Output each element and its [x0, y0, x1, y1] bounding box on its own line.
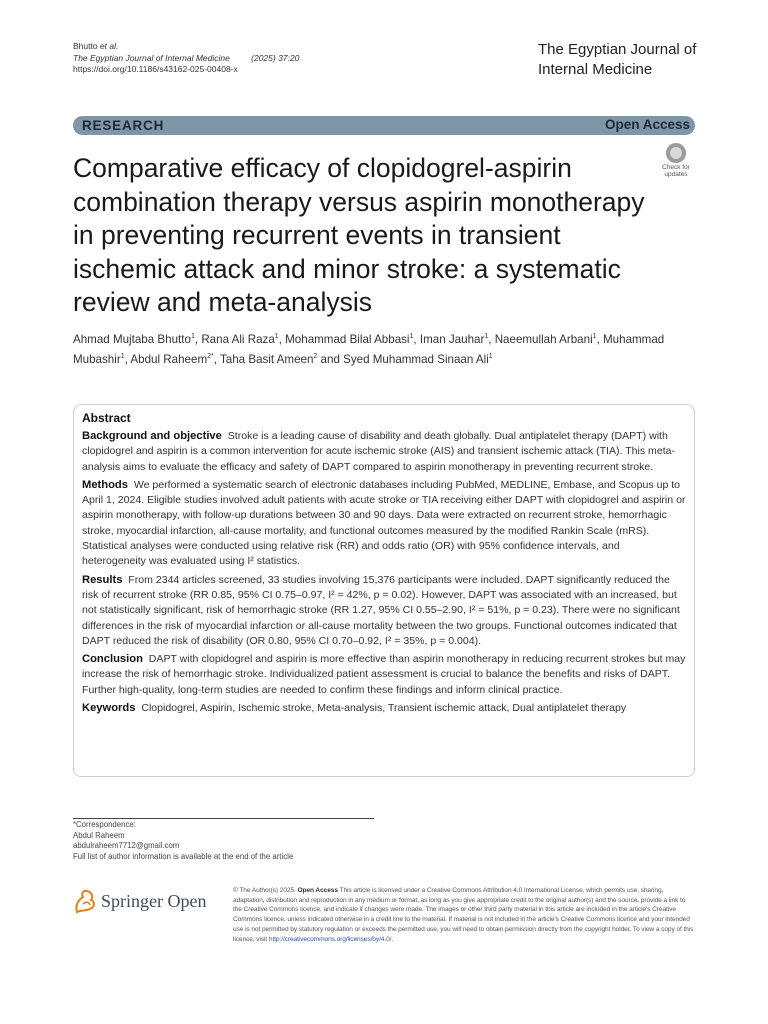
abstract-background: Background and objective Stroke is a leading cause of disability and death globally. Dual antiplatelet therapy (DAPT) with clopidogrel and aspirin is a common intervention for acute ischemic stroke (AIS) and transient ischemic attack (TIA). This meta-analysis aims to evaluate the efficacy and safety of DAPT compared to aspirin monotherapy in preventing recurrent stroke. — [82, 430, 676, 473]
springer-open-logo — [73, 886, 223, 920]
methods-label: Methods — [82, 478, 128, 491]
et-al: et al. — [99, 41, 119, 51]
journal-name: The Egyptian Journal of Internal Medicine — [538, 41, 697, 78]
affiliation-marker: 1 — [488, 352, 493, 360]
abstract-results: Results From 2344 articles screened, 33 studies involving 15,376 participants were included. DAPT significantly reduced the risk of recurrent stroke (RR 0.85, 95% CI 0.75–0.97, I² = 42%, p = 0.02). However, DAPT was associated with an increased, but not statistically significant, risk of hemorrhagic stroke (RR 1.27, 95% CI 0.55–2.90, I² = 51%, p = 0.23). There were no significant differences in the risk of myocardial infarction or all-cause mortality between the two groups. Functional outcomes indicated that DAPT reduced the risk of disability (OR 0.80, 95% CI 0.70–0.92, I² = 35%, p = 0.004). — [82, 573, 680, 647]
section-label: RESEARCH — [82, 118, 165, 133]
author-name[interactable]: Rana Ali Raza$^1$ — [201, 333, 279, 346]
author-info-note: Full list of author information is available at the end of the article — [73, 851, 294, 861]
background-label: Background and objective — [82, 430, 222, 442]
author-name[interactable]: Abdul Raheem$^{2*}$ — [130, 352, 214, 366]
footnote-divider — [73, 818, 374, 819]
affiliation-marker: 1 — [409, 333, 414, 341]
author-name[interactable]: Ahmad Mujtaba Bhutto$^1$ — [73, 333, 195, 346]
author-name[interactable]: Iman Jauhar$^1$ — [419, 333, 489, 346]
correspondence-note — [73, 820, 293, 862]
abstract-methods: Methods We performed a systematic search of electronic databases including PubMed, MEDLINE, Embase, and Scopus up to April 1, 2024. Eligible studies involved adult patients with acute stroke or TIA receiving either DAPT with clopidogrel and aspirin or aspirin monotherapy, with follow-up durations between 30 and 90 days. Data were extracted on recurrent stroke, hemorrhagic stroke, myocardial infarction, all-cause mortality, and functional outcomes measured by the modified Rankin Scale (mRS). Statistical analyses were conducted using relative risk (RR) and odds ratio (OR) with 95% confidence intervals, and heterogeneity was evaluated using I² statistics. — [82, 478, 686, 568]
abstract-keywords: Keywords Clopidogrel, Aspirin, Ischemic stroke, Meta-analysis, Transient ischemic attack, Dual antiplatelet therapy — [82, 702, 627, 715]
citation: (2025) 37:20 — [251, 52, 300, 63]
abstract-conclusion: Conclusion DAPT with clopidogrel and aspirin is more effective than aspirin monotherapy in reducing recurrent strokes but may increase the risk of hemorrhagic stroke. Individualized patient assessment is crucial to balance the benefits and risks of DAPT. Further high-quality, long-term studies are needed to confirm these findings and inform clinical practice. — [82, 653, 686, 696]
springer-wordmark: Springer Open — [101, 891, 207, 911]
author-name[interactable]: Syed Muhammad Sinaan Ali$^1$ — [343, 352, 493, 366]
citation-header — [73, 41, 299, 76]
license-link[interactable]: http://creativecommons.org/licenses/by/4.0/ — [268, 935, 392, 943]
author-short: Bhutto — [73, 41, 98, 51]
doi-link[interactable]: https://doi.org/10.1186/s43162-025-00408-x — [73, 64, 238, 74]
affiliation-marker: 2 — [313, 352, 318, 360]
conclusion-label: Conclusion — [82, 653, 143, 666]
author-list: Ahmad Mujtaba Bhutto$^1$, Rana Ali Raza$^1$, Mohammad Bilal Abbasi$^1$, Iman Jauhar$^1$, Naeemullah Arbani$^1$, Muhammad Mubashir$^1$, Abdul Raheem$^{2*}$, Taha Basit Ameen$^2$ and Syed Muhammad Sinaan Ali$^1$ — [73, 333, 665, 366]
affiliation-marker: 1 — [274, 333, 279, 341]
results-label: Results — [82, 573, 123, 586]
check-updates-icon — [666, 143, 686, 163]
open-access-label: Open Access — [604, 117, 690, 132]
author-name[interactable]: Muhammad Mubashir$^1$ — [73, 333, 665, 366]
keywords-label: Keywords — [82, 702, 136, 715]
affiliation-marker: 1 — [484, 333, 489, 341]
article-title: Comparative efficacy of clopidogrel-aspirin combination therapy versus aspirin monotherapy in preventing recurrent events in transient ischemic attack and minor stroke: a systematic review and meta-analysis — [73, 153, 645, 317]
check-updates-label: Check for updates — [662, 164, 690, 178]
section-banner — [73, 116, 695, 135]
springer-horse-icon — [73, 888, 97, 916]
abstract-box — [73, 404, 695, 777]
license-text: © The Author(s) 2025. Open Access This article is licensed under a Creative Commons Attribution 4.0 International License, which permits use, sharing, adaptation, distribution and reproduction in any medium or format, as long as you give appropriate credit to the original author(s) and the source, provide a link to the Creative Commons licence, and indicate if changes were made. The images or other third party material in this article are included in the article's Creative Commons licence, unless indicated otherwise in a credit line to the material. If material is not included in the article's Creative Commons licence and your intended use is not permitted by statutory regulation or exceeds the permitted use, you will need to obtain permission directly from the copyright holder. To view a copy of this licence, visit http://creativecommons.org/licenses/by/4.0/. — [233, 887, 694, 943]
affiliation-marker: 1 — [592, 333, 597, 341]
correspondence-name: Abdul Raheem — [73, 830, 125, 840]
abstract-heading: Abstract — [82, 411, 131, 425]
author-name[interactable]: Taha Basit Ameen$^2$ — [219, 352, 318, 366]
affiliation-marker: 1 — [190, 333, 195, 341]
affiliation-marker: 2* — [207, 352, 214, 360]
affiliation-marker: 1 — [120, 352, 125, 360]
check-for-updates-button[interactable] — [657, 141, 695, 181]
author-name[interactable]: Naeemullah Arbani$^1$ — [494, 333, 597, 346]
correspondence-label: *Correspondence: — [73, 820, 136, 829]
correspondence-email[interactable]: abdulraheem7712@gmail.com — [73, 841, 180, 850]
journal-line: The Egyptian Journal of Internal Medicine — [73, 52, 230, 63]
author-name[interactable]: Mohammad Bilal Abbasi$^1$ — [285, 333, 414, 346]
